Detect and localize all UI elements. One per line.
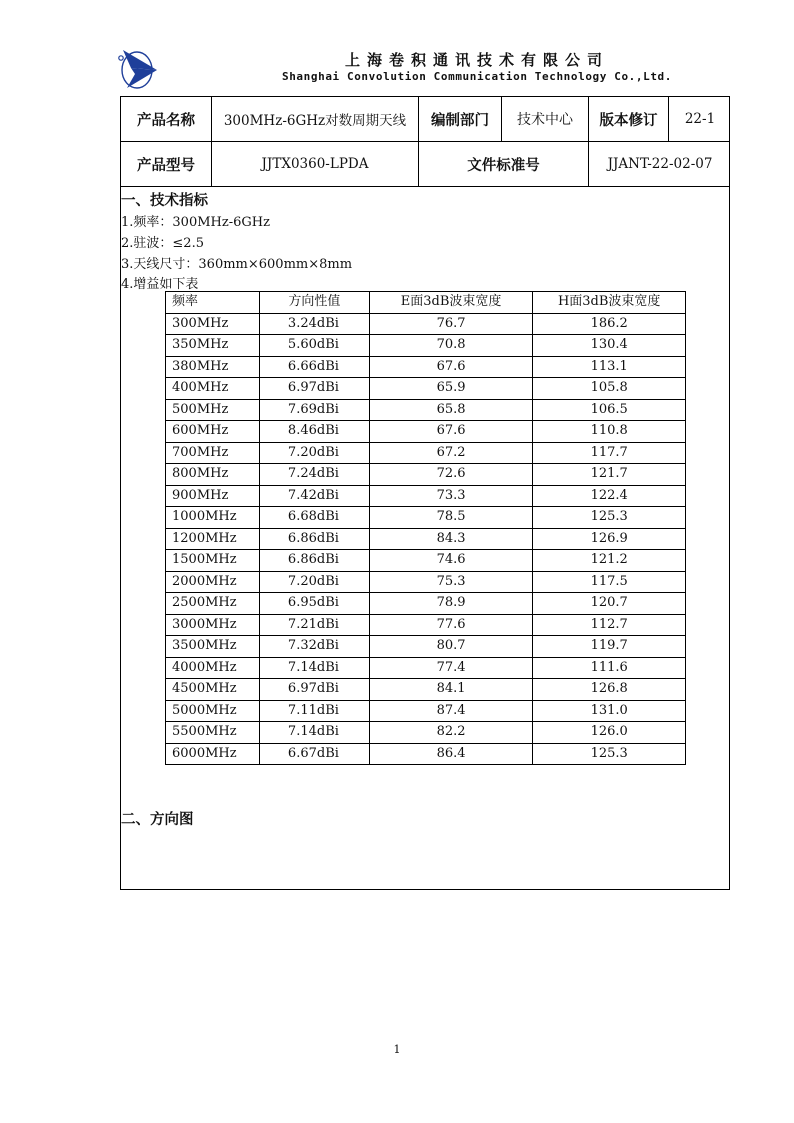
- table-row: [166, 593, 686, 615]
- company-name-cn: 上海卷积通讯技术有限公司: [344, 51, 609, 69]
- table-row: [166, 507, 686, 529]
- cell-frequency: 6000MHz: [166, 743, 260, 765]
- cell-h-plane-beamwidth: 126.8: [533, 679, 686, 701]
- cell-directivity: 7.20dBi: [259, 571, 369, 593]
- spec-gain-intro: 4.增益如下表: [121, 277, 199, 292]
- cell-directivity: 7.69dBi: [259, 399, 369, 421]
- cell-e-plane-beamwidth: 73.3: [369, 485, 533, 507]
- cell-e-plane-beamwidth: 65.9: [369, 378, 533, 400]
- gain-table: [165, 291, 686, 765]
- dept-label: 编制部门: [419, 97, 502, 141]
- cell-frequency: 700MHz: [166, 442, 260, 464]
- cell-frequency: 1000MHz: [166, 507, 260, 529]
- cell-directivity: 7.14dBi: [259, 722, 369, 744]
- cell-h-plane-beamwidth: 117.7: [533, 442, 686, 464]
- cell-h-plane-beamwidth: 186.2: [533, 313, 686, 335]
- cell-e-plane-beamwidth: 75.3: [369, 571, 533, 593]
- cell-frequency: 5000MHz: [166, 700, 260, 722]
- column-header-directivity: 方向性值: [259, 292, 369, 314]
- pattern-section-title: 二、方向图: [121, 812, 194, 828]
- cell-e-plane-beamwidth: 84.1: [369, 679, 533, 701]
- cell-h-plane-beamwidth: 121.2: [533, 550, 686, 572]
- cell-directivity: 7.32dBi: [259, 636, 369, 658]
- cell-h-plane-beamwidth: 105.8: [533, 378, 686, 400]
- spec-frequency: 1.频率：300MHz-6GHz: [121, 215, 270, 230]
- table-row: [166, 442, 686, 464]
- column-header-h-plane-beamwidth: H面3dB波束宽度: [533, 292, 686, 314]
- table-row: [166, 464, 686, 486]
- cell-directivity: 6.95dBi: [259, 593, 369, 615]
- header-row-1: [121, 97, 729, 142]
- cell-e-plane-beamwidth: 67.6: [369, 421, 533, 443]
- cell-h-plane-beamwidth: 112.7: [533, 614, 686, 636]
- table-row: [166, 571, 686, 593]
- cell-directivity: 8.46dBi: [259, 421, 369, 443]
- cell-directivity: 6.97dBi: [259, 378, 369, 400]
- cell-frequency: 800MHz: [166, 464, 260, 486]
- cell-h-plane-beamwidth: 110.8: [533, 421, 686, 443]
- cell-frequency: 380MHz: [166, 356, 260, 378]
- revision-label: 版本修订: [589, 97, 669, 141]
- cell-directivity: 7.24dBi: [259, 464, 369, 486]
- cell-directivity: 7.14dBi: [259, 657, 369, 679]
- cell-e-plane-beamwidth: 87.4: [369, 700, 533, 722]
- table-row: [166, 485, 686, 507]
- cell-e-plane-beamwidth: 82.2: [369, 722, 533, 744]
- table-row: [166, 399, 686, 421]
- cell-directivity: 7.11dBi: [259, 700, 369, 722]
- table-row: [166, 614, 686, 636]
- table-row: [166, 313, 686, 335]
- cell-h-plane-beamwidth: 125.3: [533, 507, 686, 529]
- cell-e-plane-beamwidth: 67.2: [369, 442, 533, 464]
- cell-frequency: 900MHz: [166, 485, 260, 507]
- cell-frequency: 3000MHz: [166, 614, 260, 636]
- cell-e-plane-beamwidth: 74.6: [369, 550, 533, 572]
- table-row: [166, 700, 686, 722]
- cell-e-plane-beamwidth: 72.6: [369, 464, 533, 486]
- cell-h-plane-beamwidth: 126.9: [533, 528, 686, 550]
- cell-h-plane-beamwidth: 122.4: [533, 485, 686, 507]
- cell-h-plane-beamwidth: 125.3: [533, 743, 686, 765]
- table-row: [166, 528, 686, 550]
- table-row: [166, 743, 686, 765]
- cell-e-plane-beamwidth: 76.7: [369, 313, 533, 335]
- cell-frequency: 350MHz: [166, 335, 260, 357]
- cell-directivity: 6.68dBi: [259, 507, 369, 529]
- cell-directivity: 3.24dBi: [259, 313, 369, 335]
- spec-dimensions: 3.天线尺寸：360mm×600mm×8mm: [121, 257, 353, 272]
- cell-frequency: 1500MHz: [166, 550, 260, 572]
- company-logo-icon: [117, 44, 161, 90]
- model-label: 产品型号: [121, 142, 212, 186]
- cell-directivity: 7.21dBi: [259, 614, 369, 636]
- cell-h-plane-beamwidth: 131.0: [533, 700, 686, 722]
- cell-e-plane-beamwidth: 77.6: [369, 614, 533, 636]
- spec-section-title: 一、技术指标: [121, 193, 208, 209]
- company-name-en: Shanghai Convolution Communication Technology Co.,Ltd.: [281, 70, 673, 83]
- table-row: [166, 679, 686, 701]
- document-frame: [120, 96, 730, 890]
- table-row: [166, 722, 686, 744]
- cell-e-plane-beamwidth: 78.5: [369, 507, 533, 529]
- cell-e-plane-beamwidth: 86.4: [369, 743, 533, 765]
- table-row: [166, 378, 686, 400]
- cell-frequency: 4500MHz: [166, 679, 260, 701]
- cell-h-plane-beamwidth: 130.4: [533, 335, 686, 357]
- cell-frequency: 600MHz: [166, 421, 260, 443]
- cell-directivity: 6.86dBi: [259, 528, 369, 550]
- cell-frequency: 2500MHz: [166, 593, 260, 615]
- cell-e-plane-beamwidth: 65.8: [369, 399, 533, 421]
- dept-value: 技术中心: [502, 97, 589, 141]
- cell-directivity: 6.97dBi: [259, 679, 369, 701]
- cell-frequency: 2000MHz: [166, 571, 260, 593]
- header-row-2: [121, 142, 729, 187]
- cell-e-plane-beamwidth: 77.4: [369, 657, 533, 679]
- spec-vswr: 2.驻波：≤2.5: [121, 236, 204, 251]
- revision-value: 22-1: [684, 111, 716, 127]
- cell-h-plane-beamwidth: 126.0: [533, 722, 686, 744]
- cell-e-plane-beamwidth: 80.7: [369, 636, 533, 658]
- table-row: [166, 421, 686, 443]
- table-row: [166, 657, 686, 679]
- cell-frequency: 5500MHz: [166, 722, 260, 744]
- cell-frequency: 4000MHz: [166, 657, 260, 679]
- cell-e-plane-beamwidth: 67.6: [369, 356, 533, 378]
- cell-e-plane-beamwidth: 84.3: [369, 528, 533, 550]
- page-number: 1: [393, 1043, 401, 1056]
- cell-frequency: 3500MHz: [166, 636, 260, 658]
- cell-h-plane-beamwidth: 106.5: [533, 399, 686, 421]
- cell-h-plane-beamwidth: 117.5: [533, 571, 686, 593]
- table-header-row: [166, 292, 686, 314]
- table-row: [166, 550, 686, 572]
- cell-h-plane-beamwidth: 119.7: [533, 636, 686, 658]
- product-name-value: 300MHz-6GHz对数周期天线: [212, 97, 419, 141]
- cell-e-plane-beamwidth: 70.8: [369, 335, 533, 357]
- cell-directivity: 6.66dBi: [259, 356, 369, 378]
- column-header-frequency: 频率: [166, 292, 260, 314]
- cell-e-plane-beamwidth: 78.9: [369, 593, 533, 615]
- cell-frequency: 300MHz: [166, 313, 260, 335]
- cell-directivity: 6.67dBi: [259, 743, 369, 765]
- cell-h-plane-beamwidth: 120.7: [533, 593, 686, 615]
- model-value: JJTX0360-LPDA: [212, 142, 419, 186]
- cell-directivity: 5.60dBi: [259, 335, 369, 357]
- doc-no-value: JJANT-22-02-07: [607, 156, 713, 172]
- cell-h-plane-beamwidth: 121.7: [533, 464, 686, 486]
- table-row: [166, 356, 686, 378]
- cell-directivity: 7.20dBi: [259, 442, 369, 464]
- cell-frequency: 400MHz: [166, 378, 260, 400]
- cell-h-plane-beamwidth: 111.6: [533, 657, 686, 679]
- table-row: [166, 636, 686, 658]
- product-name-label: 产品名称: [121, 97, 212, 141]
- cell-directivity: 7.42dBi: [259, 485, 369, 507]
- doc-no-label: 文件标准号: [419, 142, 589, 186]
- column-header-e-plane-beamwidth: E面3dB波束宽度: [369, 292, 533, 314]
- cell-h-plane-beamwidth: 113.1: [533, 356, 686, 378]
- cell-frequency: 500MHz: [166, 399, 260, 421]
- cell-frequency: 1200MHz: [166, 528, 260, 550]
- cell-directivity: 6.86dBi: [259, 550, 369, 572]
- table-row: [166, 335, 686, 357]
